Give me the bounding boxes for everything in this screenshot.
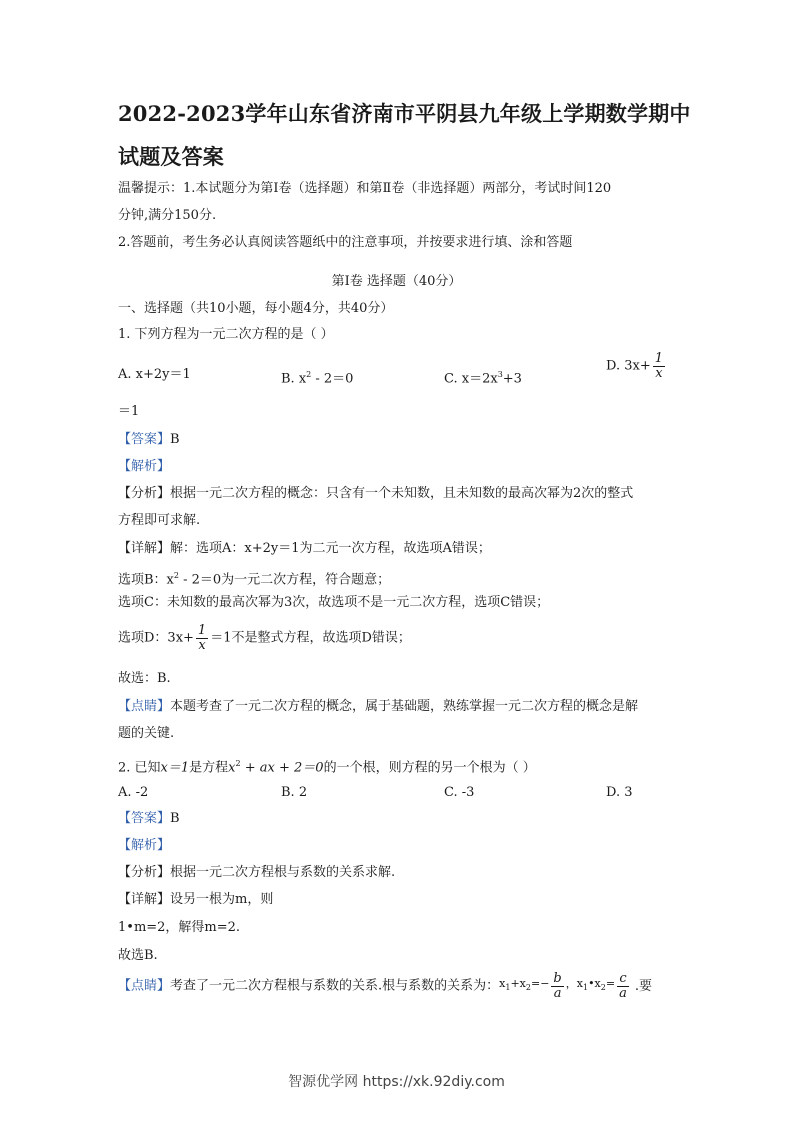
question-1-option-a: A. x+2y＝1 — [118, 367, 191, 382]
question-2-stem: 2. 已知x＝1是方程$x^2$ + ax + 2＝0的一个根，则方程的另一个根为（ ） — [118, 759, 536, 776]
question-2-detail-line1: 【详解】设另一根为m，则 — [118, 892, 274, 907]
question-2-detail-line2: 1•m=2，解得m=2. — [118, 920, 241, 935]
notice-line3: 2.答题前，考生务必认真阅读答题纸中的注意事项，并按要求进行填、涂和答题 — [118, 235, 573, 250]
question-1-detail-a: 【详解】解：选项A：x+2y＝1为二元一次方程，故选项A错误； — [118, 541, 491, 556]
question-2-choose: 故选B. — [118, 948, 158, 963]
question-1-stem: 1. 下列方程为一元二次方程的是（ ） — [118, 327, 334, 342]
question-1-comment-line1: 【点睛】本题考查了一元二次方程的概念，属于基础题，熟练掌握一元二次方程的概念是解 — [118, 699, 639, 714]
part-heading: 一、选择题（共10小题，每小题4分，共40分） — [118, 301, 394, 316]
question-1-option-d: D. 3x+ $\frac{1}{x}$ — [606, 351, 664, 381]
question-2-comment: 【点睛】考查了一元二次方程根与系数的关系.根与系数的关系为：$x_1+x_2=-$ $\frac{b}{a}$ ，$x_1•x_2=$ $\frac{c}{a}$ .要 — [118, 971, 652, 1001]
question-1-detail-b: 选项B：$x^2 - 2=0$为一元二次方程，符合题意； — [118, 571, 391, 588]
footer-watermark: 智源优学网 https://xk.92diy.com — [288, 1074, 505, 1090]
question-1-option-d-tail: ＝1 — [118, 404, 140, 419]
question-1-choose: 故选：B. — [118, 671, 171, 686]
question-2-option-a: A. -2 — [118, 785, 149, 800]
doc-title-line1: 2022-2023学年山东省济南市平阴县九年级上学期数学期中 — [118, 101, 691, 126]
question-1-comment-line2: 题的关键. — [118, 726, 175, 741]
question-1-answer: 【答案】B — [118, 432, 180, 447]
question-1-option-c: C. $x=2x^3+3$ — [444, 370, 522, 387]
notice-line2: 分钟,满分150分. — [118, 208, 217, 223]
question-2-option-d: D. 3 — [606, 785, 633, 800]
question-1-fenxi-line2: 方程即可求解. — [118, 513, 201, 528]
question-2-analysis-tag: 【解析】 — [118, 838, 171, 853]
question-2-option-c: C. -3 — [444, 785, 475, 800]
question-1-option-b: B. $x^2 - 2=0$ — [281, 370, 354, 387]
question-2-option-b: B. 2 — [281, 785, 308, 800]
question-1-detail-d: 选项D：3x+ $\frac{1}{x}$ ＝1不是整式方程，故选项D错误； — [118, 623, 411, 653]
notice-line1: 温馨提示：1.本试题分为第Ⅰ卷（选择题）和第Ⅱ卷（非选择题）两部分，考试时间120 — [118, 181, 612, 196]
question-1-detail-c: 选项C：未知数的最高次幂为3次，故选项不是一元二次方程，选项C错误； — [118, 595, 550, 610]
question-1-fenxi-line1: 【分析】根据一元二次方程的概念：只含有一个未知数，且未知数的最高次幂为2次的整式 — [118, 486, 634, 501]
question-2-answer: 【答案】B — [118, 811, 180, 826]
question-1-analysis-tag: 【解析】 — [118, 459, 171, 474]
doc-title-line2: 试题及答案 — [118, 144, 224, 169]
question-2-fenxi: 【分析】根据一元二次方程根与系数的关系求解. — [118, 865, 396, 880]
section-heading: 第Ⅰ卷 选择题（40分） — [331, 274, 462, 289]
